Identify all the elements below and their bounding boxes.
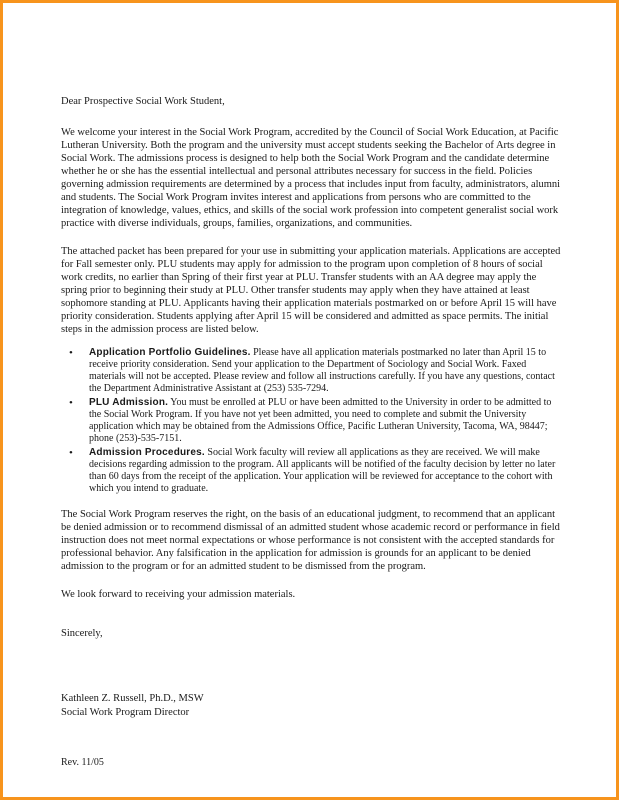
paragraph-application-packet: The attached packet has been prepared for your use in submitting your application materials. Applications are accepted for Fall semester only. PLU students may apply for admission to the program upon completion of 8 hours of social work credits, no earlier than Spring of their first year at PLU. Transfer students with an AA degree may apply the spring prior to beginning their study at PLU. Other transfer students may apply when they have attained at least sophomore standing at PLU. Applicants having their application materials postmarked on or before April 15 will have priority consideration. Students applying after April 15 will be considered and admitted as space permits. The initial steps in the admission process are listed below. [61, 246, 561, 335]
list-item-admission-procedures [89, 447, 562, 495]
paragraph-reserves-right: The Social Work Program reserves the right, on the basis of an educational judgment, to recommend that an applicant be denied admission or to recommend dismissal of an admitted student whose academic record or performance in field instruction does not meet normal expectations or whose performance is not consistent with the accepted standards for professional behavior. Any falsification in the application for admission is grounds for an applicant to be denied admission to the program or for an admitted student to be dismissed from the program. [61, 509, 560, 572]
signature-title: Social Work Program Director [61, 707, 190, 718]
signature-block [61, 692, 562, 720]
bullet-text: You must be enrolled at PLU or have been admitted to the University in order to be admitted to the Social Work Program. If you have not yet been admitted, you need to complete and submit the University application which may be obtained from the Admissions Office, Pacific Lutheran University, Tacoma, WA, 98447; phone (253)-535-7151. [89, 397, 552, 444]
bullet-text: Social Work faculty will review all applications as they are received. We will make decisions regarding admission to the program. All applicants will be notified of the faculty decision by letter no later than 60 days from the receipt of the application. Your application will be reviewed for acceptance to the cohort with which you intend to graduate. [89, 447, 556, 494]
bullet-title: PLU Admission. [89, 397, 169, 408]
signature-name: Kathleen Z. Russell, Ph.D., MSW [61, 693, 204, 704]
list-item-plu-admission [89, 397, 562, 445]
signoff: Sincerely, [61, 628, 103, 639]
paragraph-welcome: We welcome your interest in the Social Work Program, accredited by the Council of Social Work Education, at Pacific Lutheran University. Both the program and the university must accept students seeking the Bachelor of Arts degree in Social Work. The admissions process is designed to help both the Social Work Program and the candidate determine whether he or she has the essential intellectual and personal attributes necessary for success in the field. Policies governing admission requirements are determined by a process that includes input from faculty, administrators, alumni and students. The Social Work Program invites interest and applications from persons who are committed to the integration of knowledge, values, ethics, and skills of the social work profession into competent generalist social work practice with diverse individuals, groups, families, organizations, and communities. [61, 127, 561, 229]
bullet-title: Admission Procedures. [89, 447, 205, 458]
admission-steps-list [61, 347, 562, 495]
bullet-title: Application Portfolio Guidelines. [89, 347, 251, 358]
letter-page [3, 3, 616, 797]
salutation: Dear Prospective Social Work Student, [61, 96, 225, 107]
list-item-application-portfolio [89, 347, 562, 395]
bullet-text: Please have all application materials postmarked no later than April 15 to receive priority consideration. Send your application to the Department of Sociology and Social Work. Faxed materials will not be accepted. Please review and follow all instructions carefully. If you have any questions, contact the Department Administrative Assistant at (253) 535-7294. [89, 347, 555, 394]
paragraph-look-forward: We look forward to receiving your admission materials. [61, 589, 296, 600]
revision-footer: Rev. 11/05 [61, 757, 104, 768]
